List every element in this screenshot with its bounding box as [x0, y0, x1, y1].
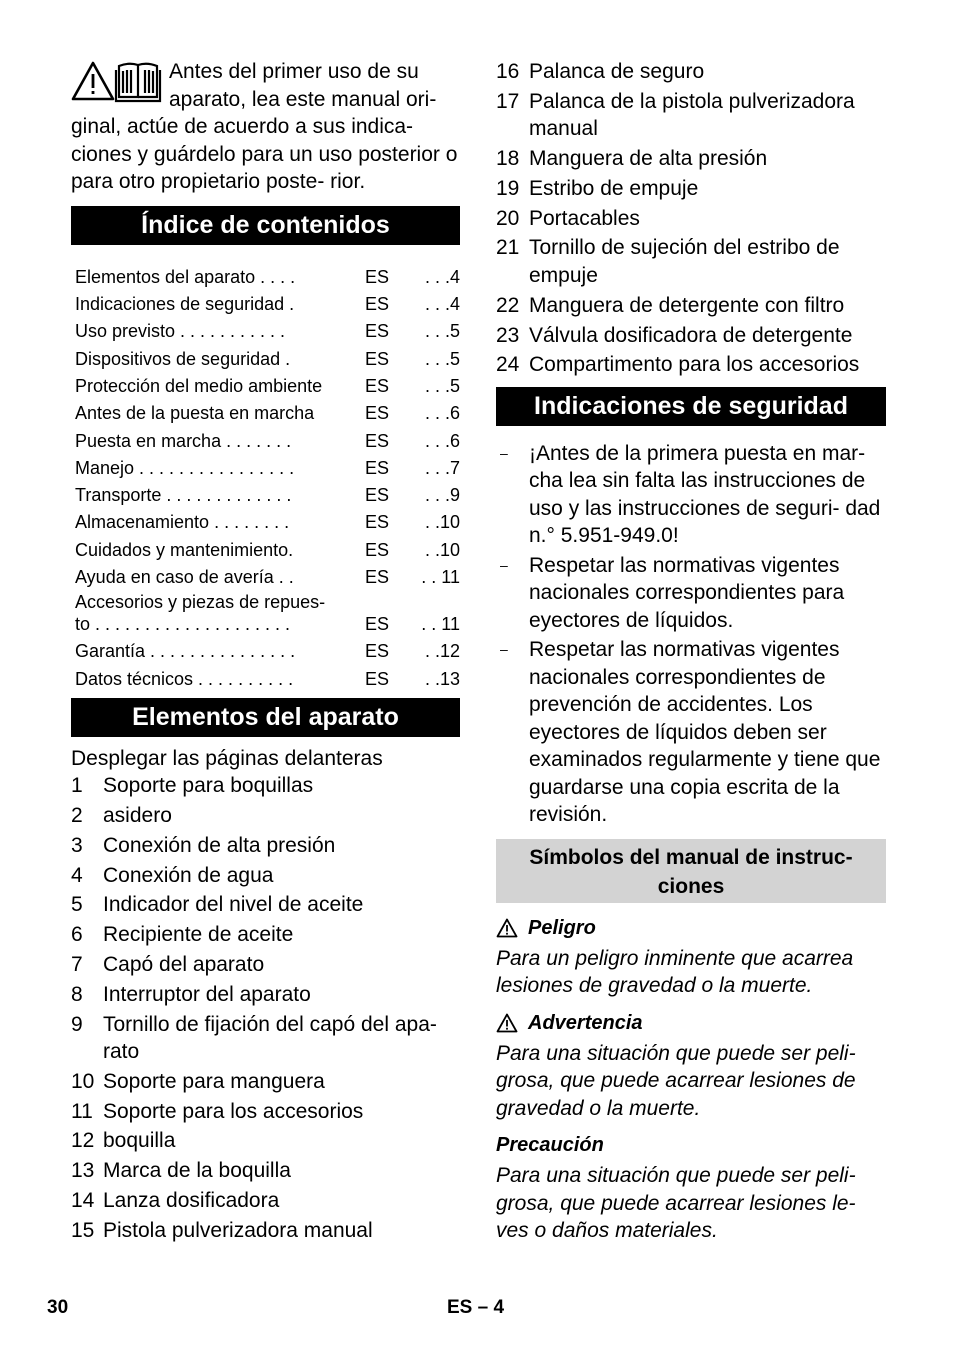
- list-item-number: 5: [71, 893, 83, 917]
- toc-entry: [75, 635, 460, 662]
- list-item-number: 14: [71, 1189, 95, 1213]
- toc-entry-lang: ES: [365, 539, 390, 560]
- list-item-text: Tornillo de sujeción del estribo de empuje: [529, 236, 840, 287]
- list-item: [496, 88, 886, 143]
- list-item: [496, 292, 886, 320]
- list-item: [71, 772, 460, 800]
- toc-entry-page: . . .6: [424, 430, 460, 451]
- list-item-text: Interruptor del aparato: [103, 982, 311, 1006]
- toc-heading: Índice de contenidos: [71, 206, 460, 245]
- toc-entry-title-line: Uso previsto . . . . . . . . . . .: [75, 321, 286, 342]
- list-item-number: 9: [71, 1012, 83, 1036]
- toc-entry: [75, 479, 460, 506]
- list-item-text: Soporte para manguera: [103, 1069, 325, 1093]
- toc-entry-title: [75, 452, 365, 479]
- list-item-text: asidero: [103, 803, 172, 827]
- toc-entry-page: . . 11: [421, 614, 460, 635]
- toc-entry: [75, 561, 460, 588]
- list-item-text: Palanca de seguro: [529, 60, 705, 83]
- list-item-number: 3: [71, 833, 83, 857]
- right-column: [496, 58, 886, 1245]
- toc-entry-lang: ES: [365, 641, 390, 662]
- toc-entry-title-line: Dispositivos de seguridad .: [75, 348, 291, 369]
- warning-label-row: [496, 1010, 886, 1037]
- toc-entry: [75, 506, 460, 533]
- list-item: [496, 205, 886, 233]
- toc-entry-title: [75, 588, 365, 635]
- toc-entry-title-line: Cuidados y mantenimiento.: [75, 539, 294, 560]
- toc-entry-page: . . .4: [424, 266, 460, 287]
- list-item-number: 10: [71, 1069, 95, 1093]
- list-item: [71, 832, 460, 860]
- list-item-text: Conexión de alta presión: [103, 833, 336, 857]
- list-item-text: Capó del aparato: [103, 952, 265, 976]
- intro-rest: ginal, actúe de acuerdo a sus indica- ciones y guárdelo para un uso posterior o para otro propietario poste- rior.: [71, 115, 458, 193]
- safety-item-text: Respetar las normativas vigentes nacionales correspondientes de prevención de accidentes. Los eyectores de líquidos deben ser examinados regularmente y tiene que guardarse una copia escrita de la revisión.: [529, 638, 881, 827]
- table-of-contents: [75, 261, 460, 690]
- list-item-text: Válvula dosificadora de detergente: [529, 323, 853, 347]
- list-item: [71, 921, 460, 949]
- toc-entry-title: [75, 342, 365, 369]
- list-item-number: 4: [71, 863, 83, 887]
- list-item: [71, 1157, 460, 1185]
- safety-list: [496, 440, 886, 829]
- warning-triangle-icon: [73, 63, 113, 99]
- elements-heading: Elementos del aparato: [71, 698, 460, 737]
- toc-entry-lang: ES: [365, 485, 390, 506]
- caution-label: Precaución: [496, 1134, 604, 1157]
- toc-entry: [75, 533, 460, 560]
- toc-entry: [75, 662, 460, 689]
- toc-entry-title-line: Accesorios y piezas de repues-: [75, 592, 326, 613]
- toc-entry-page: . . .5: [424, 321, 460, 342]
- toc-entry: [75, 261, 460, 288]
- list-item-text: Indicador del nivel de aceite: [103, 893, 364, 917]
- toc-entry-lang: ES: [365, 348, 390, 369]
- safety-item-text: ¡Antes de la primera puesta en mar- cha lea sin falta las instrucciones de uso y las instrucciones de seguri- dad n.° 5.951-949.0!: [529, 441, 881, 548]
- toc-entry: [75, 288, 460, 315]
- toc-entry-title: [75, 635, 365, 662]
- list-item-number: 16: [496, 60, 520, 83]
- toc-entry-title: [75, 506, 365, 533]
- toc-entry: [75, 452, 460, 479]
- safety-item-text: Respetar las normativas vigentes nacionales correspondientes para eyectores de líquidos.: [529, 553, 845, 632]
- toc-entry-title-line: Ayuda en caso de avería . .: [75, 567, 294, 588]
- dash-bullet: –: [500, 641, 508, 658]
- open-book-icon: [116, 64, 160, 101]
- toc-entry-title: [75, 261, 365, 288]
- list-item: [71, 1187, 460, 1215]
- warning-triangle-icon: [496, 1013, 518, 1033]
- caution-text: Para una situación que puede ser peli- grosa, que puede acarrear lesiones le- ves o daños materiales.: [496, 1164, 856, 1243]
- left-column: [71, 58, 460, 1247]
- list-item-number: 12: [71, 1129, 95, 1153]
- list-item-number: 1: [71, 774, 83, 798]
- toc-entry: [75, 370, 460, 397]
- elements-list-left: [71, 772, 460, 1244]
- list-item: [496, 175, 886, 203]
- toc-entry-title: [75, 424, 365, 451]
- list-item: [71, 1127, 460, 1155]
- list-item-number: 22: [496, 293, 520, 317]
- toc-entry-page: . . .7: [424, 457, 460, 478]
- toc-entry-title-line: Puesta en marcha . . . . . . .: [75, 430, 292, 451]
- list-item: [71, 1217, 460, 1245]
- list-item-number: 20: [496, 206, 520, 230]
- list-item: [71, 1068, 460, 1096]
- symbols-heading: Símbolos del manual de instruc- ciones: [496, 839, 886, 903]
- list-item: [496, 234, 886, 289]
- list-item: [71, 802, 460, 830]
- toc-entry-title: [75, 288, 365, 315]
- list-item: [71, 862, 460, 890]
- intro-icons: [71, 60, 163, 106]
- toc-entry-title-line: Datos técnicos . . . . . . . . . .: [75, 668, 294, 689]
- toc-entry: [75, 588, 460, 635]
- toc-entry-lang: ES: [365, 614, 390, 635]
- list-item: [496, 145, 886, 173]
- safety-item: [496, 552, 886, 635]
- list-item: [496, 351, 886, 379]
- list-item-number: 18: [496, 147, 520, 171]
- list-item-text: Palanca de la pistola pulverizadora manual: [529, 89, 855, 141]
- toc-entry-title: [75, 533, 365, 560]
- toc-entry: [75, 424, 460, 451]
- elements-lead: Desplegar las páginas delanteras: [71, 746, 383, 770]
- list-item-text: Tornillo de fijación del capó del apa- rato: [103, 1012, 437, 1064]
- toc-entry-title: [75, 662, 365, 689]
- list-item-number: 11: [71, 1099, 93, 1123]
- list-item-text: Portacables: [529, 206, 640, 230]
- toc-entry-page: . .10: [424, 539, 460, 560]
- intro-line-2: aparato, lea este manual ori-: [169, 87, 437, 111]
- toc-entry-page: . . .4: [424, 294, 460, 315]
- toc-entry-title-line: to . . . . . . . . . . . . . . . . . . . .: [75, 614, 291, 635]
- warning-text: Para una situación que puede ser peli- grosa, que puede acarrear lesiones de gravedad o la muerte.: [496, 1041, 856, 1120]
- toc-entry: [75, 342, 460, 369]
- toc-entry-title-line: Garantía . . . . . . . . . . . . . . .: [75, 641, 296, 662]
- list-item-number: 6: [71, 923, 83, 947]
- list-item-number: 19: [496, 176, 520, 200]
- toc-entry: [75, 397, 460, 424]
- list-item-number: 23: [496, 323, 520, 347]
- list-item-number: 13: [71, 1159, 95, 1183]
- safety-item: [496, 636, 886, 829]
- footer-section: [447, 1297, 504, 1319]
- list-item: [71, 981, 460, 1009]
- toc-entry: [75, 315, 460, 342]
- list-item: [71, 1011, 460, 1066]
- dash-bullet: –: [500, 556, 508, 573]
- toc-entry-page: . .12: [424, 641, 460, 662]
- toc-entry-page: . .10: [424, 512, 460, 533]
- list-item: [496, 322, 886, 350]
- list-item-text: Compartimento para los accesorios: [529, 353, 860, 377]
- list-item: [71, 891, 460, 919]
- list-item-text: Soporte para los accesorios: [103, 1099, 364, 1123]
- toc-entry-lang: ES: [365, 668, 390, 689]
- list-item-text: Manguera de detergente con filtro: [529, 293, 845, 317]
- intro-line-1: Antes del primer uso de su: [169, 60, 419, 83]
- list-item-text: boquilla: [103, 1129, 176, 1153]
- list-item-text: Estribo de empuje: [529, 176, 699, 200]
- toc-entry-lang: ES: [365, 266, 390, 287]
- toc-entry-lang: ES: [365, 512, 390, 533]
- list-item-number: 15: [71, 1218, 95, 1242]
- toc-entry-lang: ES: [365, 294, 390, 315]
- toc-entry-title: [75, 561, 365, 588]
- toc-entry-title: [75, 370, 365, 397]
- toc-entry-lang: ES: [365, 430, 390, 451]
- toc-entry-page: . . .9: [424, 485, 460, 506]
- list-item-text: Pistola pulverizadora manual: [103, 1218, 373, 1242]
- list-item-text: Soporte para boquillas: [103, 774, 314, 798]
- toc-entry-title: [75, 479, 365, 506]
- toc-entry-page: . . .6: [424, 403, 460, 424]
- list-item-number: 2: [71, 803, 83, 827]
- warning-triangle-icon: [496, 918, 518, 938]
- list-item: [71, 1098, 460, 1126]
- list-item-text: Manguera de alta presión: [529, 147, 768, 171]
- toc-entry-title-line: Protección del medio ambiente: [75, 375, 323, 396]
- toc-entry-page: . . .5: [424, 348, 460, 369]
- warning-label: Advertencia: [528, 1011, 643, 1034]
- toc-entry-page: . . 11: [421, 567, 460, 588]
- toc-entry-title-line: Elementos del aparato . . . .: [75, 266, 296, 287]
- toc-entry-title: [75, 315, 365, 342]
- toc-entry-title-line: Antes de la puesta en marcha: [75, 403, 315, 424]
- toc-entry-page: . .13: [424, 668, 460, 689]
- list-item: [496, 58, 886, 86]
- toc-entry-title-line: Transporte . . . . . . . . . . . . .: [75, 485, 292, 506]
- list-item-number: 8: [71, 982, 83, 1006]
- toc-entry-lang: ES: [365, 403, 390, 424]
- list-item-number: 7: [71, 952, 83, 976]
- dash-bullet: –: [500, 444, 508, 461]
- footer-section-code: ES: [447, 1297, 473, 1318]
- toc-entry-title-line: Indicaciones de seguridad .: [75, 294, 295, 315]
- toc-entry-lang: ES: [365, 457, 390, 478]
- toc-entry-lang: ES: [365, 375, 390, 396]
- list-item-text: Lanza dosificadora: [103, 1189, 280, 1213]
- toc-entry-title-line: Manejo . . . . . . . . . . . . . . . .: [75, 457, 295, 478]
- list-item-number: 21: [496, 236, 520, 260]
- toc-entry-title: [75, 397, 365, 424]
- safety-heading: Indicaciones de seguridad: [496, 387, 886, 426]
- toc-entry-lang: ES: [365, 321, 390, 342]
- danger-text: Para un peligro inminente que acarrea lesiones de gravedad o la muerte.: [496, 946, 854, 998]
- page-number: 30: [47, 1297, 69, 1318]
- list-item-number: 17: [496, 89, 520, 113]
- safety-item: [496, 440, 886, 550]
- toc-entry-page: . . .5: [424, 375, 460, 396]
- danger-label: Peligro: [528, 916, 596, 939]
- toc-entry-title-line: Almacenamiento . . . . . . . .: [75, 512, 290, 533]
- danger-label-row: [496, 915, 886, 942]
- list-item-text: Marca de la boquilla: [103, 1159, 291, 1183]
- elements-list-right: [496, 58, 886, 379]
- list-item-number: 24: [496, 353, 520, 377]
- intro-paragraph: [71, 58, 460, 196]
- footer-section-page: – 4: [477, 1297, 505, 1318]
- list-item: [71, 951, 460, 979]
- list-item-text: Recipiente de aceite: [103, 923, 294, 947]
- toc-entry-lang: ES: [365, 567, 390, 588]
- caution-label-row: [496, 1132, 886, 1159]
- list-item-text: Conexión de agua: [103, 863, 274, 887]
